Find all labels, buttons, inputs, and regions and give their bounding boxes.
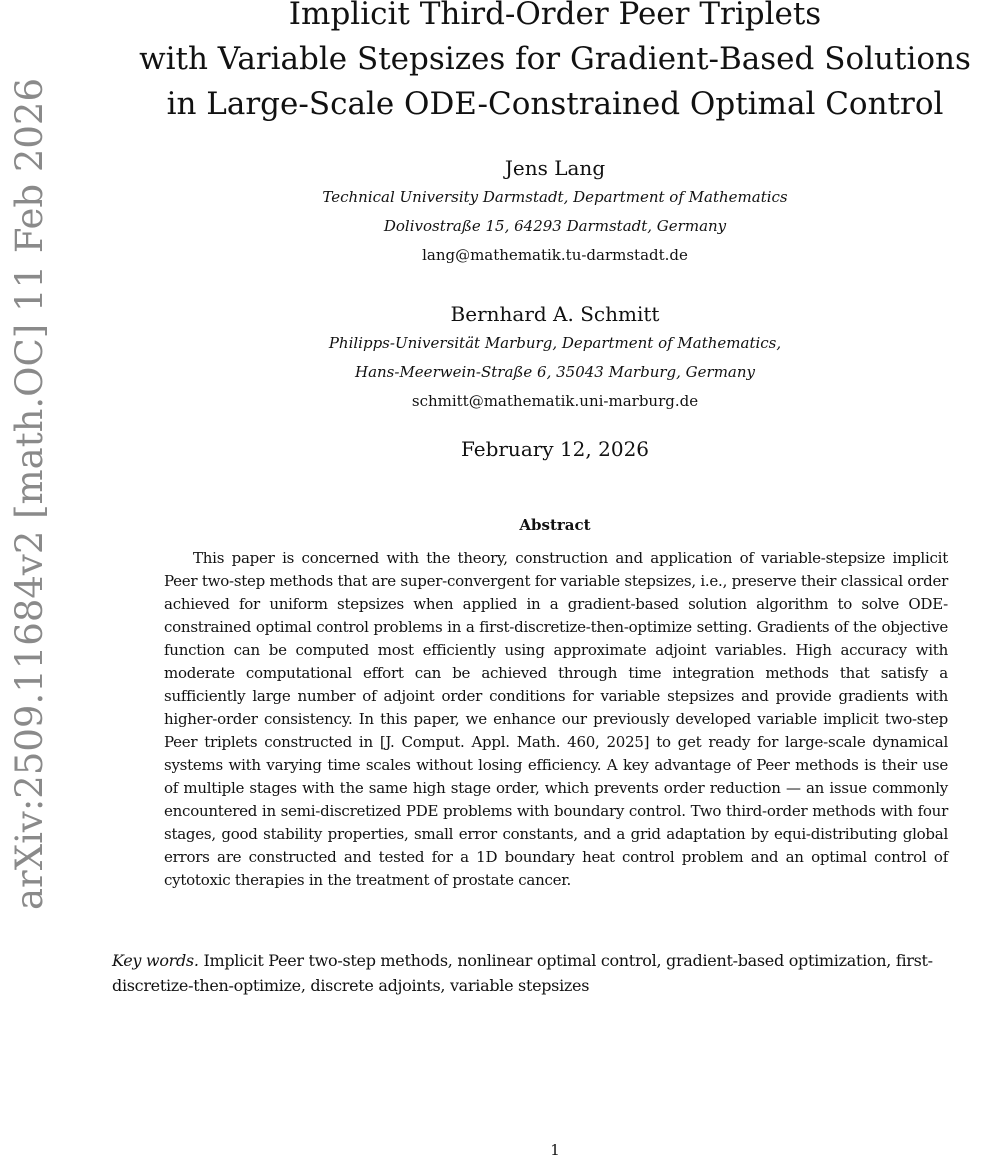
page-number: 1 [550, 1141, 560, 1159]
author-name: Jens Lang [504, 156, 606, 180]
abstract-heading: Abstract [519, 516, 591, 534]
keywords [112, 948, 998, 998]
author-email: lang@mathematik.tu-darmstadt.de [422, 246, 688, 264]
author-affiliation: Philipps-Universität Marburg, Department of Mathematics, [328, 334, 782, 352]
abstract-text: This paper is concerned with the theory, construction and application of variable-stepsize implicit Peer two-step methods that are super-convergent for variable stepsizes, i.e., preserve their classical order achieved for uniform stepsizes when applied in a gradient-based solution algorithm to solve ODE-constrained optimal control problems in a first-discretize-then-optimize setting. Gradients of the objective function can be computed most efficiently using approximate adjoint variables. High accuracy with moderate computational effort can be achieved through time integration methods that satisfy a sufficiently large number of adjoint order conditions for variable stepsizes and provide gradients with higher-order consistency. In this paper, we enhance our previously developed variable implicit two-step Peer triplets constructed in [J. Comput. Appl. Math. 460, 2025] to get ready for large-scale dynamical systems with varying time scales without losing efficiency. A key advantage of Peer methods is their use of multiple stages with the same high stage order, which prevents order reduction — an issue commonly encountered in semi-discretized PDE problems with boundary control. Two third-order methods with four stages, good stability properties, small error constants, and a grid adaptation by equi-distributing global errors are constructed and tested for a 1D boundary heat control problem and an optimal control of cytotoxic therapies in the treatment of prostate cancer. [164, 549, 949, 889]
author-address: Dolivostraße 15, 64293 Darmstadt, Germany [383, 217, 727, 235]
keywords-text: Implicit Peer two-step methods, nonlinear optimal control, gradient-based optimization, first-discretize-then-optimize, discrete adjoints, variable stepsizes [112, 951, 933, 995]
author-address: Hans-Meerwein-Straße 6, 35043 Marburg, Germany [355, 363, 755, 381]
keywords-label: Key words. [112, 951, 199, 970]
paper-title [110, 0, 1000, 127]
author-affiliation: Technical University Darmstadt, Department of Mathematics [322, 188, 788, 206]
author-block-1 [110, 153, 1000, 270]
author-block-2 [110, 299, 1000, 416]
author-email: schmitt@mathematik.uni-marburg.de [411, 392, 699, 410]
arxiv-identifier: arXiv:2509.11684v2 [math.OC] 11 Feb 2026 [8, 78, 51, 910]
title-line-2: with Variable Stepsizes for Gradient-Based Solutions [139, 41, 971, 77]
paper-date: February 12, 2026 [460, 437, 650, 461]
author-name: Bernhard A. Schmitt [450, 302, 660, 326]
title-line-3: in Large-Scale ODE-Constrained Optimal Control [166, 86, 944, 122]
title-line-1: Implicit Third-Order Peer Triplets [288, 0, 822, 32]
